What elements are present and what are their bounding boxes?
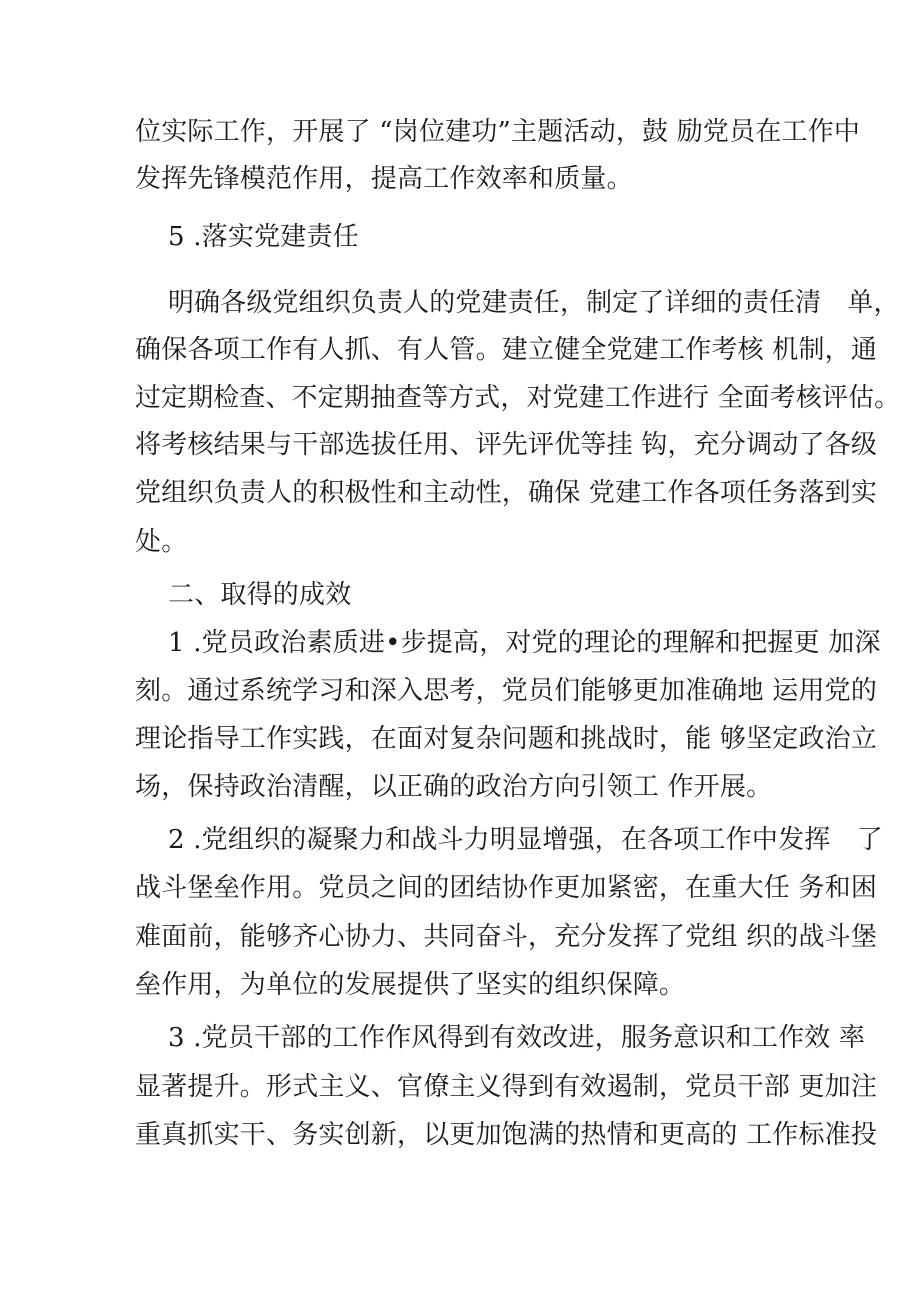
text-line-21: 重真抓实干、务实创新，以更加饱满的热情和更高的 工作标准投 [135,1120,878,1150]
text-line-5: 确保各项工作有人抓、有人管。建立健全党建工作考核 机制，通 [135,335,878,365]
text-line-11: 1 .党员政治素质进•步提高，对党的理论的理解和把握更 加深 [168,628,881,658]
text-line-9: 处。 [135,527,188,557]
text-line-13: 理论指导工作实践，在面对复杂问题和挑战时，能 够坚定政治立 [135,724,878,754]
text-line-16: 战斗堡垒作用。党员之间的团结协作更加紧密，在重大任 务和困 [135,873,878,903]
text-line-4: 明确各级党组织负责人的党建责任，制定了详细的责任清 单， [168,288,900,318]
text-line-19: 3 .党员干部的工作作风得到有效改进，服务意识和工作效 率 [168,1023,866,1053]
text-line-2: 发挥先锋模范作用，提高工作效率和质量。 [135,164,633,194]
section-heading-5: 5 .落实党建责任 [168,222,359,252]
text-line-7: 将考核结果与干部选拔任用、评先评优等挂 钩，充分调动了各级 [135,430,878,460]
text-line-14: 场，保持政治清醒，以正确的政治方向引领工 作开展。 [135,772,773,802]
text-line-6: 过定期检查、不定期抽查等方式，对党建工作进行 全面考核评估。 [135,383,901,413]
text-line-1: 位实际工作，开展了 “岗位建功”主题活动，鼓 励党员在工作中 [135,117,861,147]
text-line-18: 垒作用，为单位的发展提供了坚实的组织保障。 [135,970,686,1000]
text-line-20: 显著提升。形式主义、官僚主义得到有效遏制，党员干部 更加注 [135,1072,878,1102]
text-line-15: 2 .党组织的凝聚力和战斗力明显增强，在各项工作中发挥 了 [168,825,883,855]
text-line-8: 党组织负责人的积极性和主动性，确保 党建工作各项任务落到实 [135,478,878,508]
text-line-17: 难面前，能够齐心协力、共同奋斗，充分发挥了党组 织的战斗堡 [135,922,878,952]
text-line-12: 刻。通过系统学习和深入思考，党员们能够更加准确地 运用党的 [135,676,878,706]
section-heading-2: 二、取得的成效 [168,580,352,610]
